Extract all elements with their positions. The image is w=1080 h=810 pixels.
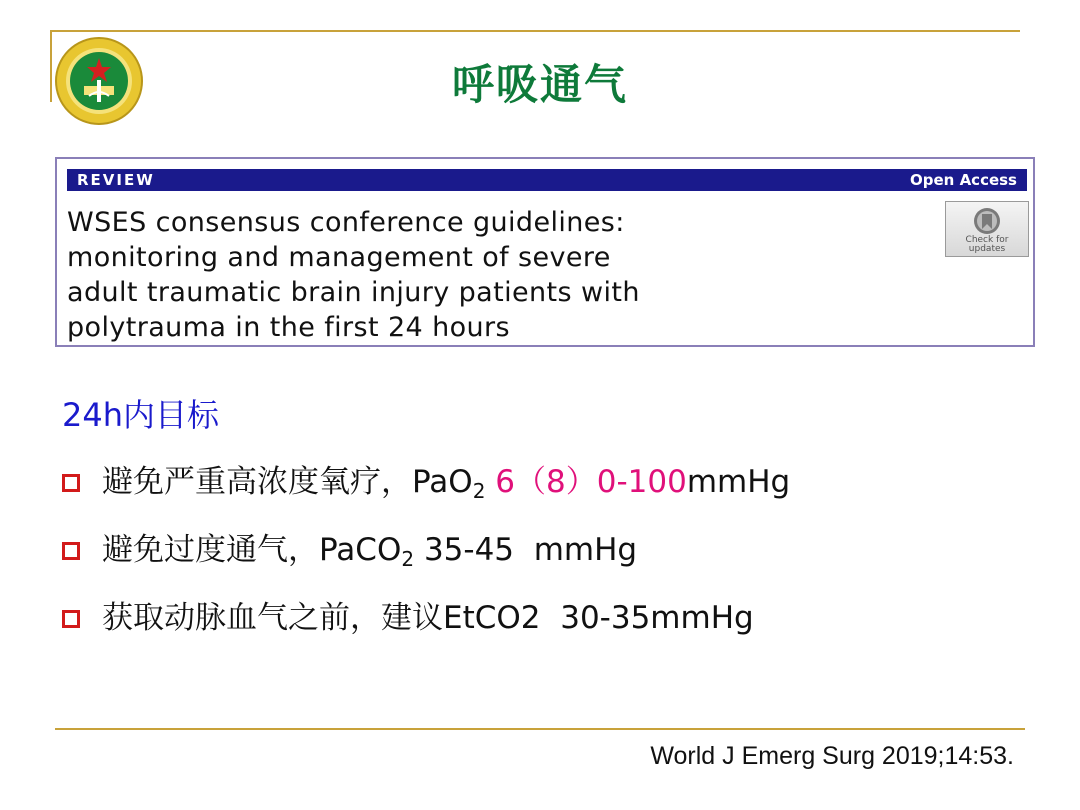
goal-heading: 24h内目标 — [62, 396, 220, 434]
list-item-prefix: 避免严重高浓度氧疗，PaO — [102, 464, 473, 500]
article-title-line: polytrauma in the first 24 hours — [67, 312, 510, 343]
goal-list — [62, 458, 1042, 662]
bookmark-icon — [972, 206, 1002, 236]
list-item — [62, 526, 1042, 594]
article-title-line: WSES consensus conference guidelines: — [67, 207, 625, 238]
list-item-text — [102, 526, 637, 574]
top-divider-line — [50, 30, 1020, 32]
open-access-label: Open Access — [910, 171, 1017, 189]
list-item — [62, 594, 1042, 662]
square-bullet-icon — [62, 610, 80, 628]
citation: World J Emerg Surg 2019;14:53. — [650, 742, 1014, 770]
article-title-line: adult traumatic brain injury patients with — [67, 277, 640, 308]
list-item-text — [102, 458, 790, 506]
article-title-line: monitoring and management of severe — [67, 242, 611, 273]
article-header-image — [55, 157, 1035, 347]
unit-label: mmHg — [686, 464, 791, 500]
bottom-divider-line — [55, 728, 1025, 730]
list-item — [62, 458, 1042, 526]
slide-title: 呼吸通气 — [451, 60, 628, 109]
highlighted-range: 6（8）0-100 — [495, 464, 687, 500]
review-bar — [67, 169, 1027, 191]
square-bullet-icon — [62, 542, 80, 560]
check-for-updates-badge — [945, 201, 1029, 257]
square-bullet-icon — [62, 474, 80, 492]
check-for-updates-label: Check for updates — [965, 235, 1009, 254]
list-item-prefix: 避免过度通气，PaCO — [102, 532, 402, 568]
subscript: 2 — [401, 547, 415, 571]
article-title — [67, 205, 927, 345]
value-range: 35-45 mmHg — [423, 532, 638, 568]
subscript: 2 — [472, 479, 486, 503]
review-label: REVIEW — [77, 171, 155, 189]
list-item-text: 获取动脉血气之前，建议EtCO2 30-35mmHg — [102, 600, 754, 636]
